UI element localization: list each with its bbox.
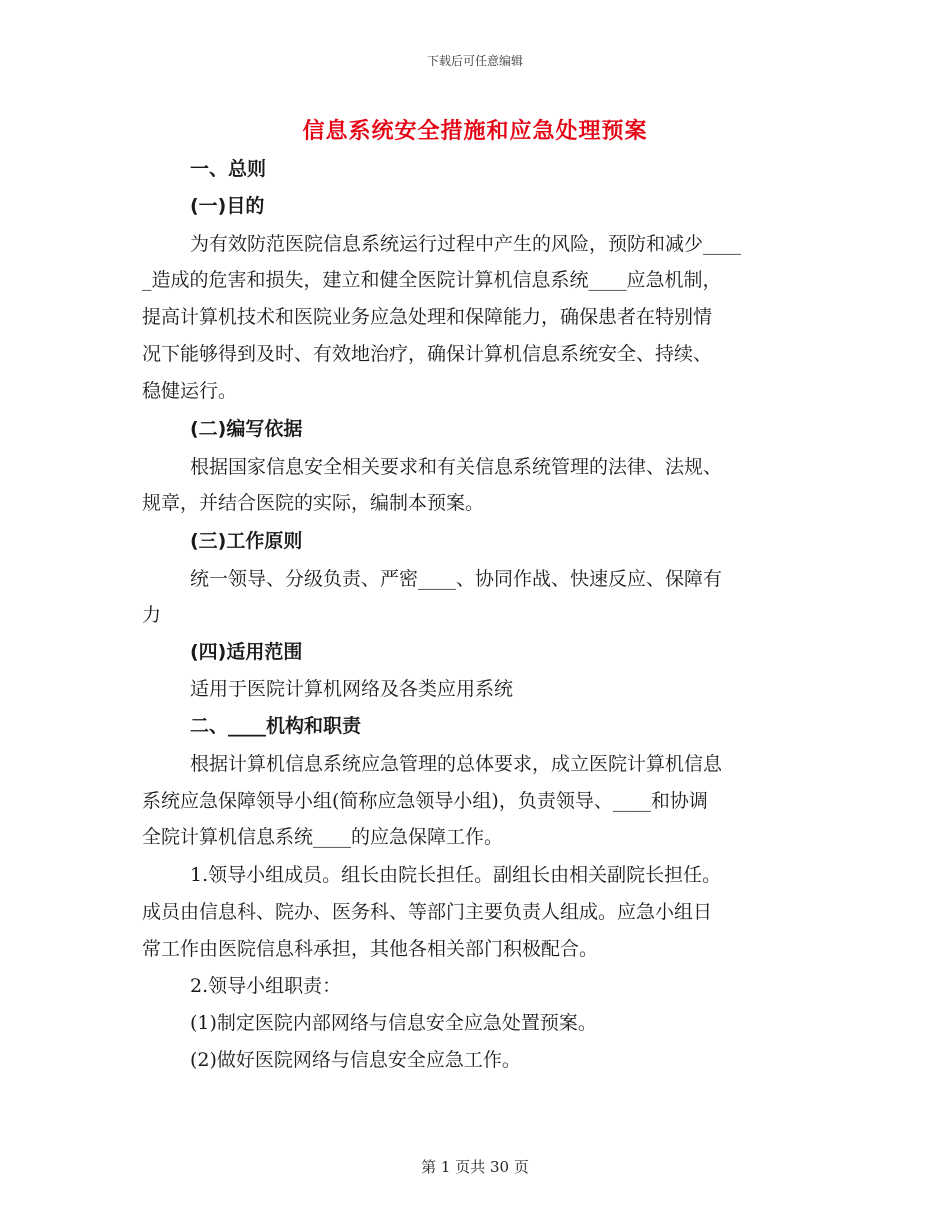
paragraph-line: 规章，并结合医院的实际，编制本预案。 xyxy=(142,492,485,514)
paragraph-line: 力 xyxy=(142,604,162,626)
subheading-principles: (三)工作原则 xyxy=(190,530,303,552)
paragraph-line: (1)制定医院内部网络与信息安全应急处置预案。 xyxy=(190,1012,597,1034)
paragraph-line: 况下能够得到及时、有效地治疗，确保计算机信息系统安全、持续、 xyxy=(142,343,713,365)
paragraph-line: 为有效防范医院信息系统运行过程中产生的风险，预防和减少____ xyxy=(190,233,742,255)
paragraph-line: (2)做好医院网络与信息安全应急工作。 xyxy=(190,1049,521,1071)
subheading-purpose: (一)目的 xyxy=(190,195,265,217)
paragraph-line: 提高计算机技术和医院业务应急处理和保障能力，确保患者在特别情 xyxy=(142,306,713,328)
paragraph-line: 全院计算机信息系统____的应急保障工作。 xyxy=(142,826,504,848)
paragraph-line: 常工作由医院信息科承担，其他各相关部门积极配合。 xyxy=(142,938,599,960)
paragraph-line: 适用于医院计算机网络及各类应用系统 xyxy=(190,678,514,700)
section-heading-organization: 二、____机构和职责 xyxy=(190,715,362,737)
subheading-basis: (二)编写依据 xyxy=(190,418,303,440)
page-number-footer: 第 1 页共 30 页 xyxy=(421,1158,529,1176)
subheading-scope: (四)适用范围 xyxy=(190,641,303,663)
paragraph-line: 统一领导、分级负责、严密____、协同作战、快速反应、保障有 xyxy=(190,568,723,590)
paragraph-line: 2.领导小组职责： xyxy=(190,975,342,997)
paragraph-line: 1.领导小组成员。组长由院长担任。副组长由相关副院长担任。 xyxy=(190,864,722,886)
paragraph-line: 系统应急保障领导小组(简称应急领导小组)，负责领导、____和协调 xyxy=(142,790,708,812)
section-heading-general: 一、总则 xyxy=(190,158,267,180)
paragraph-line: 根据国家信息安全相关要求和有关信息系统管理的法律、法规、 xyxy=(190,456,723,478)
paragraph-line: 稳健运行。 xyxy=(142,380,238,402)
paragraph-line: 根据计算机信息系统应急管理的总体要求，成立医院计算机信息 xyxy=(190,753,723,775)
paragraph-line: _造成的危害和损失，建立和健全医院计算机信息系统____应急机制， xyxy=(142,269,722,291)
document-title: 信息系统安全措施和应急处理预案 xyxy=(302,119,648,144)
paragraph-line: 成员由信息科、院办、医务科、等部门主要负责人组成。应急小组日 xyxy=(142,901,713,923)
header-note: 下载后可任意编辑 xyxy=(426,54,523,68)
